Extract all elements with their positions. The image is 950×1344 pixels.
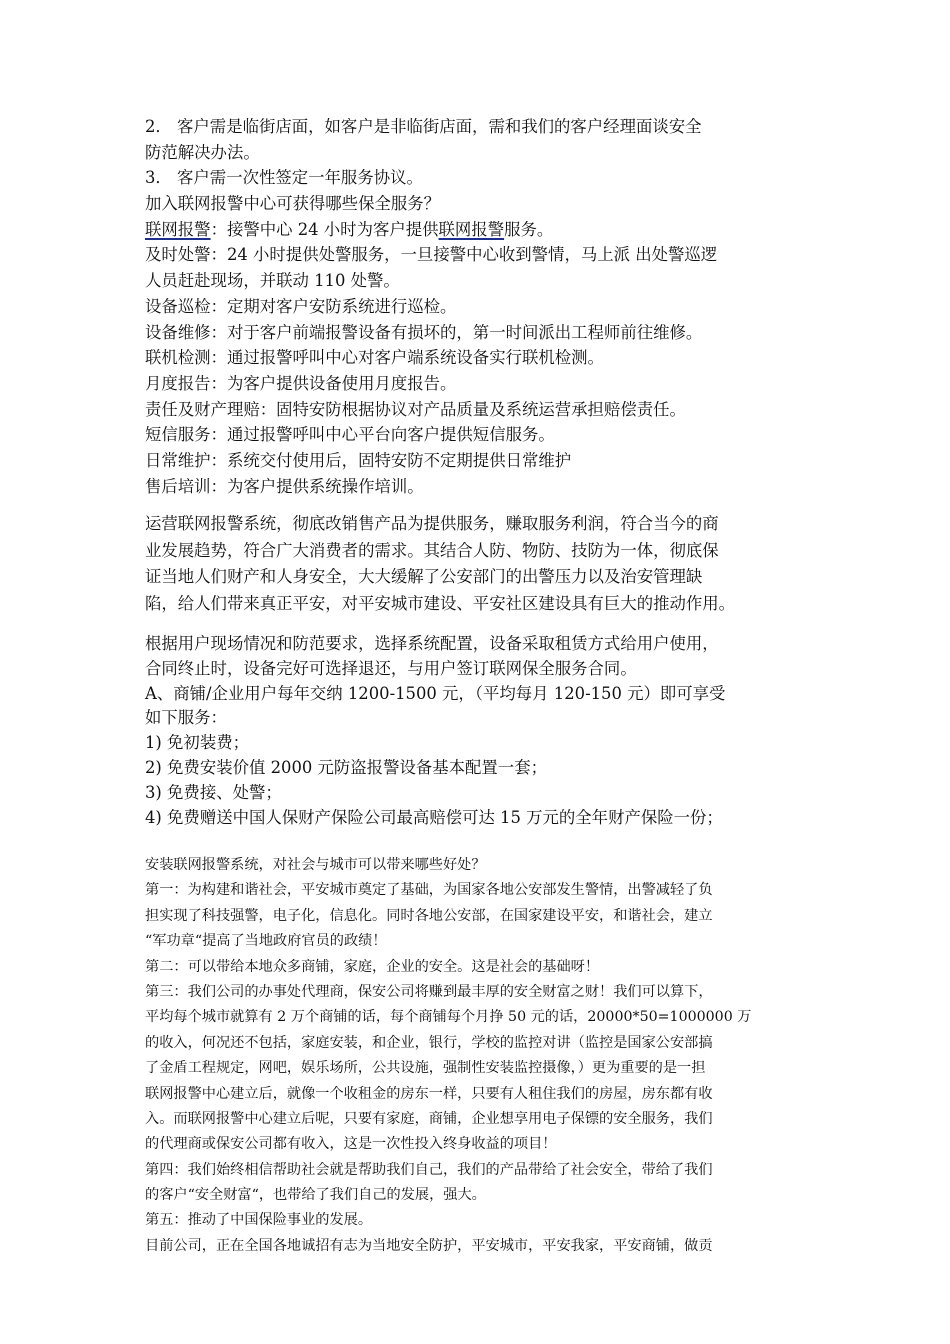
benefit-item: 2) 免费安装价值 2000 元防盗报警设备基本配置一套；	[145, 757, 547, 777]
paragraph-line: 了金盾工程规定，网吧，娱乐场所，公共设施，强制性安装监控摄像，）更为重要的是一担	[145, 1060, 706, 1077]
operation-paragraph	[145, 511, 810, 618]
benefit-item: 3) 免费接、处警；	[145, 782, 282, 802]
paragraph-line: 第三：我们公司的办事处代理商，保安公司将赚到最丰厚的安全财富之财！我们可以算下，	[145, 983, 713, 1000]
service-duanxin: 短信服务：通过报警呼叫中心平台向客户提供短信服务。	[145, 425, 555, 445]
paragraph-line: 运营联网报警系统，彻底改销售产品为提供服务，赚取服务利润，符合当今的商	[145, 514, 719, 533]
pricing-line: 如下服务：	[145, 708, 227, 728]
lianwang-text: ：接警中心 24 小时为客户提供	[210, 219, 439, 239]
paragraph-line: 联网报警中心建立后，就像一个收租金的房东一样，只要有人租住我们的房屋，房东都有收	[145, 1085, 713, 1102]
lianwang-end: 服务。	[504, 219, 554, 239]
service-lipei: 责任及财产理赔：固特安防根据协议对产品质量及系统运营承担赔偿责任。	[145, 399, 686, 419]
paragraph-line: 平均每个城市就算有 2 万个商铺的话，每个商铺每个月挣 50 元的话，20000*50=1000000 万	[145, 1009, 752, 1026]
paragraph-line: “军功章“提高了当地政府官员的政绩！	[145, 933, 387, 950]
requirement-item-2: 2． 客户需是临街店面，如客户是非临街店面，需和我们的客户经理面谈安全	[145, 117, 702, 136]
paragraph-line: 第一：为构建和谐社会，平安城市奠定了基础，为国家各地公安部发生警情，出警减轻了负	[145, 882, 713, 899]
service-jishi-cont: 人员赶赴现场，并联动 110 处警。	[145, 271, 400, 291]
lianwang-service-link[interactable]: 联网报警	[438, 219, 505, 239]
service-jishi: 及时处警：24 小时提供处警服务，一旦接警中心收到警情，马上派 出处警巡逻	[145, 245, 718, 265]
benefit-item: 4) 免费赠送中国人保财产保险公司最高赔偿可达 15 万元的全年财产保险一份；	[145, 807, 723, 827]
service-requirements-section	[145, 114, 810, 499]
paragraph-line: 证当地人们财产和人身安全，大大缓解了公安部门的出警压力以及治安管理缺	[145, 567, 703, 587]
paragraph-line: 第二：可以带给本地众多商铺，家庭，企业的安全。这是社会的基础呀！	[145, 958, 600, 975]
lianwang-link[interactable]: 联网报警	[145, 219, 211, 239]
services-question: 加入联网报警中心可获得哪些保全服务？	[145, 194, 441, 214]
requirement-item-3: 3． 客户需一次性签定一年服务协议。	[145, 168, 423, 188]
service-xunjian: 设备巡检：定期对客户安防系统进行巡检。	[145, 296, 457, 316]
paragraph-line: 根据用户现场情况和防范要求，选择系统配置，设备采取租赁方式给用户使用，	[145, 634, 719, 653]
requirement-item-2-cont: 防范解决办法。	[145, 142, 260, 162]
service-baogao: 月度报告：为客户提供设备使用月度报告。	[145, 373, 457, 393]
service-peixun: 售后培训：为客户提供系统操作培训。	[145, 476, 424, 496]
paragraph-line: 的代理商或保安公司都有收入，这是一次性投入终身收益的项目！	[145, 1136, 557, 1153]
paragraph-line: 业发展趋势，符合广大消费者的需求。其结合人防、物防、技防为一体，彻底保	[145, 540, 719, 560]
pricing-line: A、商铺/企业用户每年交纳 1200-1500 元，（平均每月 120-150 元）即可享受	[145, 683, 726, 703]
paragraph-line: 第五：推动了中国保险事业的发展。	[145, 1212, 373, 1229]
service-lianwang	[145, 217, 810, 243]
paragraph-line: 入。而联网报警中心建立后呢，只要有家庭，商铺，企业想享用电子保镖的安全服务，我们	[145, 1110, 713, 1127]
section-heading: 安装联网报警系统，对社会与城市可以带来哪些好处？	[145, 857, 486, 873]
service-weihu: 日常维护：系统交付使用后，固特安防不定期提供日常维护	[145, 450, 572, 470]
paragraph-line: 陷，给人们带来真正平安，对平安城市建设、平安社区建设具有巨大的推动作用。	[145, 594, 736, 614]
paragraph-line: 合同终止时，设备完好可选择退还，与用户签订联网保全服务合同。	[145, 658, 637, 678]
benefits-society-section	[145, 853, 810, 1259]
paragraph-line: 目前公司，正在全国各地诚招有志为当地安全防护，平安城市，平安我家，平安商铺，做贡	[145, 1237, 713, 1254]
service-jiance: 联机检测：通过报警呼叫中心对客户端系统设备实行联机检测。	[145, 348, 604, 368]
benefit-item: 1) 免初装费；	[145, 733, 249, 753]
paragraph-line: 的收入，何况还不包括，家庭安装，和企业，银行，学校的监控对讲（监控是国家公安部搞	[145, 1034, 713, 1051]
service-weixiu: 设备维修：对于客户前端报警设备有损坏的，第一时间派出工程师前往维修。	[145, 322, 703, 342]
pricing-section	[145, 632, 810, 830]
paragraph-line: 担实现了科技强警，电子化，信息化。同时各地公安部，在国家建设平安，和谐社会，建立	[145, 907, 713, 924]
paragraph-line: 第四：我们始终相信帮助社会就是帮助我们自己，我们的产品带给了社会安全，带给了我们	[145, 1161, 713, 1178]
paragraph-line: 的客户“安全财富“，也带给了我们自己的发展，强大。	[145, 1187, 486, 1204]
